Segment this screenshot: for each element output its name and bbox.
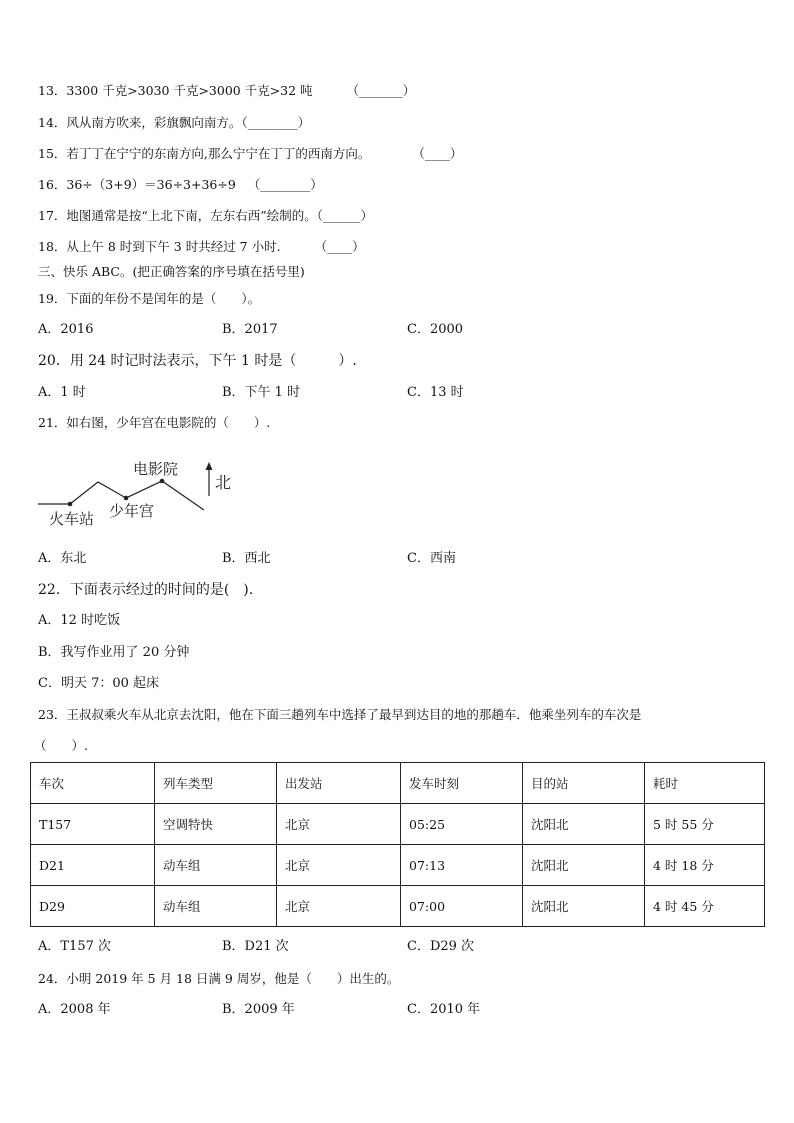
header-cell: 车次 (31, 763, 155, 804)
question-number: 22． (38, 582, 70, 598)
option-a[interactable]: A．T157 次 (38, 939, 112, 954)
option-c[interactable]: C．2000 (407, 322, 464, 337)
answer-blank[interactable]: （____） (314, 239, 365, 254)
question-22 (38, 581, 253, 599)
question-text: 下面表示经过的时间的是( ). (69, 582, 254, 598)
section-heading: 三、快乐 ABC。(把正确答案的序号填在括号里) (38, 264, 305, 279)
question-number: 15． (38, 146, 67, 161)
direction-figure (30, 452, 250, 532)
question-number: 17． (38, 208, 67, 223)
cinema-point (160, 479, 165, 484)
train-schedule-table (30, 762, 765, 927)
north-label: 北 (215, 473, 232, 492)
option-b[interactable]: B．D21 次 (222, 939, 289, 954)
table-cell: 北京 (277, 886, 401, 927)
question-18 (38, 238, 365, 256)
question-number: 24． (38, 971, 67, 986)
question-text: 3300 千克>3030 千克>3000 千克>32 吨 (66, 83, 313, 98)
question-text: 若丁丁在宁宁的东南方向,那么宁宁在丁丁的西南方向。 (66, 146, 371, 161)
question-text: 用 24 时记时法表示，下午 1 时是（ ）. (69, 353, 357, 369)
option-a[interactable]: A．2016 (38, 322, 94, 337)
option-a[interactable]: A．12 时吃饭 (38, 613, 121, 628)
question-text: 36÷（3+9）＝36÷3+36÷9 (66, 177, 236, 192)
option-a[interactable]: A．1 时 (38, 385, 86, 400)
question-text: 地图通常是按“上北下南，左东右西”绘制的。 (66, 208, 317, 223)
question-number: 18． (38, 239, 67, 254)
question-number: 20． (38, 353, 70, 369)
option-b[interactable]: B．我写作业用了 20 分钟 (38, 645, 190, 660)
answer-blank[interactable]: （________） (241, 115, 311, 130)
table-cell: 动车组 (155, 886, 277, 927)
question-23 (38, 706, 641, 724)
table-row (31, 845, 765, 886)
question-24 (38, 970, 399, 988)
header-cell: 目的站 (523, 763, 645, 804)
option-c[interactable]: C．西南 (407, 551, 456, 566)
option-c[interactable]: C．明天 7：00 起床 (38, 676, 160, 691)
question-text: 从上午 8 时到下午 3 时共经过 7 小时. (66, 239, 281, 254)
table-cell: 沈阳北 (523, 845, 645, 886)
header-cell: 列车类型 (155, 763, 277, 804)
header-cell: 出发站 (277, 763, 401, 804)
station-label: 火车站 (49, 510, 95, 528)
option-b[interactable]: B．2017 (222, 322, 278, 337)
question-15 (38, 145, 462, 163)
question-21 (38, 414, 270, 432)
option-c[interactable]: C．2010 年 (407, 1002, 481, 1017)
question-text: 风从南方吹来，彩旗飘向南方。 (66, 115, 242, 130)
question-17 (38, 207, 373, 225)
table-row (31, 886, 765, 927)
table-row (31, 804, 765, 845)
answer-blank[interactable]: （______） (316, 208, 373, 223)
station-point (68, 502, 73, 507)
option-c[interactable]: C．13 时 (407, 385, 464, 400)
option-b[interactable]: B．西北 (222, 551, 271, 566)
table-cell: 4 时 18 分 (645, 845, 765, 886)
question-14 (38, 114, 310, 132)
question-number: 21． (38, 415, 67, 430)
table-header-row (31, 763, 765, 804)
header-cell: 耗时 (645, 763, 765, 804)
option-b[interactable]: B．2009 年 (222, 1002, 295, 1017)
question-text: 如右图，少年宫在电影院的（ ）. (66, 415, 271, 430)
table-cell: 空调特快 (155, 804, 277, 845)
table-cell: 07:13 (401, 845, 523, 886)
question-13 (38, 82, 415, 100)
table-cell: 沈阳北 (523, 886, 645, 927)
table-cell: 07:00 (401, 886, 523, 927)
question-number: 19． (38, 291, 67, 306)
answer-blank[interactable]: （____） (412, 146, 463, 161)
question-number: 16． (38, 177, 67, 192)
question-text: 小明 2019 年 5 月 18 日满 9 周岁，他是（ ）出生的。 (66, 971, 400, 986)
palace-point (124, 496, 129, 501)
question-number: 13． (38, 83, 67, 98)
table-cell: T157 (31, 804, 155, 845)
question-20 (38, 352, 357, 370)
question-16 (38, 176, 323, 194)
answer-blank[interactable]: （ ）. (34, 738, 88, 753)
answer-blank[interactable]: （________） (247, 177, 323, 192)
table-cell: 沈阳北 (523, 804, 645, 845)
table-cell: 5 时 55 分 (645, 804, 765, 845)
table-cell: 北京 (277, 804, 401, 845)
north-arrow-icon (206, 462, 213, 496)
table-cell: D21 (31, 845, 155, 886)
option-c[interactable]: C．D29 次 (407, 939, 475, 954)
table-cell: 4 时 45 分 (645, 886, 765, 927)
answer-blank[interactable]: （_______） (346, 83, 416, 98)
palace-label: 少年宫 (109, 502, 155, 520)
option-a[interactable]: A．东北 (38, 551, 87, 566)
question-number: 23． (38, 707, 67, 722)
table-cell: D29 (31, 886, 155, 927)
table-cell: 北京 (277, 845, 401, 886)
question-19 (38, 290, 260, 308)
cinema-label: 电影院 (133, 460, 179, 478)
option-b[interactable]: B．下午 1 时 (222, 385, 301, 400)
option-a[interactable]: A．2008 年 (38, 1002, 111, 1017)
header-cell: 发车时刻 (401, 763, 523, 804)
question-text: 王叔叔乘火车从北京去沈阳，他在下面三趟列车中选择了最早到达目的地的那趟车．他乘坐列车的车次是 (66, 707, 642, 722)
table-cell: 05:25 (401, 804, 523, 845)
question-text: 下面的年份不是闰年的是（ ）。 (66, 291, 261, 306)
table-cell: 动车组 (155, 845, 277, 886)
question-number: 14． (38, 115, 67, 130)
